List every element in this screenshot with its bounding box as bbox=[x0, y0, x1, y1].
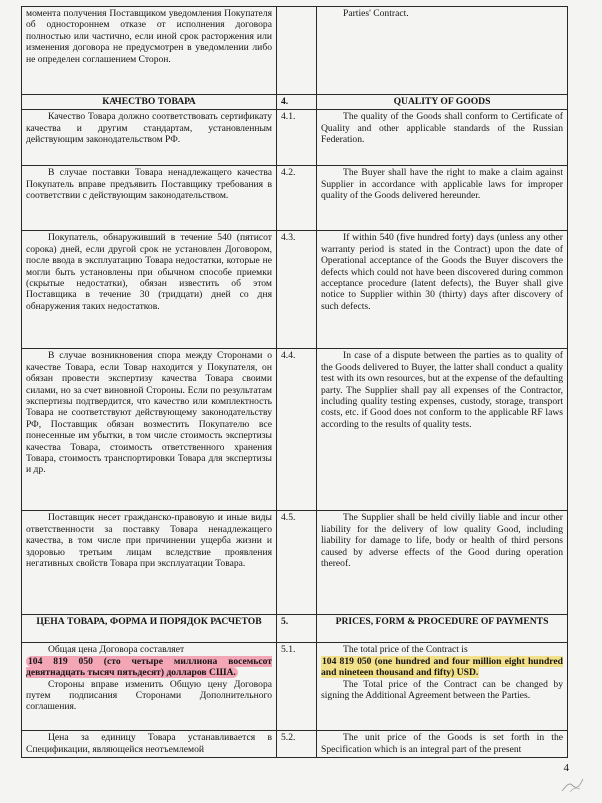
en-price-intro: The total price of the Contract is bbox=[343, 644, 468, 656]
section-4-title-en: QUALITY OF GOODS bbox=[317, 95, 568, 110]
ru-price-intro: Общая цена Договора составляет bbox=[48, 644, 185, 656]
section-5-title-en: PRICES, FORM & PROCEDURE OF PAYMENTS bbox=[317, 615, 568, 643]
ru-price-highlight: 104 819 050 (сто четыре миллиона восемьсот девятнадцать тысяч пятьдесят) долларов США. bbox=[26, 655, 272, 679]
en-text: Parties' Contract. bbox=[343, 8, 409, 19]
cell-ru bbox=[22, 511, 277, 615]
section-4-header bbox=[22, 95, 568, 110]
ru-text: Качество Товара должно соответствовать сертификату качества и другим стандартам, установленным действующим законодательством РФ. bbox=[26, 111, 272, 146]
ru-text: В случае поставки Товара ненадлежащего качества Покупатель вправе предъявить Поставщику требования в соответствии с действующим законодательством. bbox=[26, 167, 272, 202]
en-text: The quality of the Goods shall conform to Certificate of Quality and other applicable standards of the Russian Federation. bbox=[321, 111, 563, 146]
cell-en bbox=[317, 231, 568, 349]
en-text: The unit price of the Goods is set forth in the Specification which is an integral part of the present bbox=[321, 732, 563, 755]
cell-ru bbox=[22, 7, 277, 95]
ru-text: В случае возникновения спора между Сторонами о качестве Товара, если Товар находится у Покупателя, он обязан провести экспертизу качества Товара своими силами, но за счет виновной Стороны. Если по результатам экспертизы подтвердится, что качество или комплектность Товара не соответствуют действующему законодательству РФ, Поставщик обязан возместить Покупателю все понесенные им убытки, в том числе стоимость экспертизы качества Товара, стоимость ответственного хранения Товара, стоимость транспортировки Товара для экспертизы и др. bbox=[26, 350, 272, 476]
cell-ru bbox=[22, 349, 277, 511]
section-5-header bbox=[22, 615, 568, 643]
clause-number: 4.1. bbox=[277, 110, 317, 166]
clause-5-1 bbox=[22, 643, 568, 731]
cell-en bbox=[317, 349, 568, 511]
section-4-title-ru: КАЧЕСТВО ТОВАРА bbox=[22, 95, 277, 110]
en-text: If within 540 (five hundred forty) days (unless any other warranty period is stated in the Contract) upon the date of Operational acceptance of the Goods the Buyer discovers the defects which could not have been discovered during common acceptance procedure (latent defects), the Buyer shall give notice to Supplier within 30 (thirty) days after discovery of such defects. bbox=[321, 232, 563, 312]
en-text: The Buyer shall have the right to make a claim against Supplier in accordance with applicable laws for improper quality of the Goods delivered hereunder. bbox=[321, 167, 563, 202]
section-5-number: 5. bbox=[277, 615, 317, 643]
section-4-number: 4. bbox=[277, 95, 317, 110]
clause-number: 4.4. bbox=[277, 349, 317, 511]
cell-en bbox=[317, 511, 568, 615]
section-5-title-ru: ЦЕНА ТОВАРА, ФОРМА И ПОРЯДОК РАСЧЕТОВ bbox=[22, 615, 277, 643]
en-price-rest: The Total price of the Contract can be changed by signing the Additional Agreement between the Parties. bbox=[321, 678, 563, 702]
clause-4-5 bbox=[22, 511, 568, 615]
en-price-highlight: 104 819 050 (one hundred and four million eight hundred and nineteen thousand and fifty) USD. bbox=[321, 655, 563, 679]
clause-5-2 bbox=[22, 731, 568, 758]
ru-text: Поставщик несет гражданско-правовую и иные виды ответственности за поставку Товара ненадлежащего качества, в том числе при причинении ущерба жизни и здоровью третьим лицам вследствие проявления негативных свойств Товара при эксплуатации Товара. bbox=[26, 512, 272, 570]
ru-text: Цена за единицу Товара устанавливается в Спецификации, являющейся неотъемлемой bbox=[26, 732, 272, 755]
cell-ru bbox=[22, 110, 277, 166]
cell-num bbox=[277, 7, 317, 95]
cell-en bbox=[317, 110, 568, 166]
clause-number: 4.5. bbox=[277, 511, 317, 615]
clause-number: 4.3. bbox=[277, 231, 317, 349]
page-number: 4 bbox=[563, 762, 569, 774]
clause-number: 5.1. bbox=[277, 643, 317, 731]
en-text: In case of a dispute between the parties as to quality of the Goods delivered to Buyer, the latter shall conduct a quality test with its own resources, but at the expense of the defaulting party. The Supplier shall pay all expenses of the Contractor, including quality testing expenses, custody, storage, transport costs, etc. if Good does not conform to the applicable RF laws according to the results of quality tests. bbox=[321, 350, 563, 430]
cell-en bbox=[317, 7, 568, 95]
ru-price-rest: Стороны вправе изменить Общую цену Договора путем подписания Сторонами Дополнительного соглашения. bbox=[26, 678, 272, 713]
clause-4-3 bbox=[22, 231, 568, 349]
cell-ru bbox=[22, 731, 277, 758]
row-continuation bbox=[22, 7, 568, 95]
clause-number: 4.2. bbox=[277, 166, 317, 231]
ru-text: Покупатель, обнаруживший в течение 540 (пятисот сорока) дней, если другой срок не установлен Договором, после ввода в эксплуатацию Товара недостатки, которые не могли быть установлены при обычном способе приемки (скрытые недостатки), обязан известить об этом Поставщика в течение 30 (тридцати) дней со дня обнаружения таких недостатков. bbox=[26, 232, 272, 312]
clause-4-2 bbox=[22, 166, 568, 231]
clause-number: 5.2. bbox=[277, 731, 317, 758]
cell-en bbox=[317, 731, 568, 758]
cell-en bbox=[317, 166, 568, 231]
signature-mark bbox=[560, 776, 586, 794]
en-text: The Supplier shall be held civilly liable and incur other liability for the delivery of low quality Good, including liability for damage to life, body or health of third persons caused by adverse effects of the Good during operation thereof. bbox=[321, 512, 563, 570]
cell-ru bbox=[22, 231, 277, 349]
clause-4-1 bbox=[22, 110, 568, 166]
ru-text: момента получения Поставщиком уведомления Покупателя об одностороннем отказе от исполнения договора полностью или частично, если иной срок расторжения или изменения договора не предусмотрен в уведомлении либо не определен соглашением Сторон. bbox=[26, 8, 272, 65]
cell-en bbox=[317, 643, 568, 731]
bilingual-contract-table bbox=[21, 6, 568, 758]
clause-4-4 bbox=[22, 349, 568, 511]
cell-ru bbox=[22, 166, 277, 231]
cell-ru bbox=[22, 643, 277, 731]
